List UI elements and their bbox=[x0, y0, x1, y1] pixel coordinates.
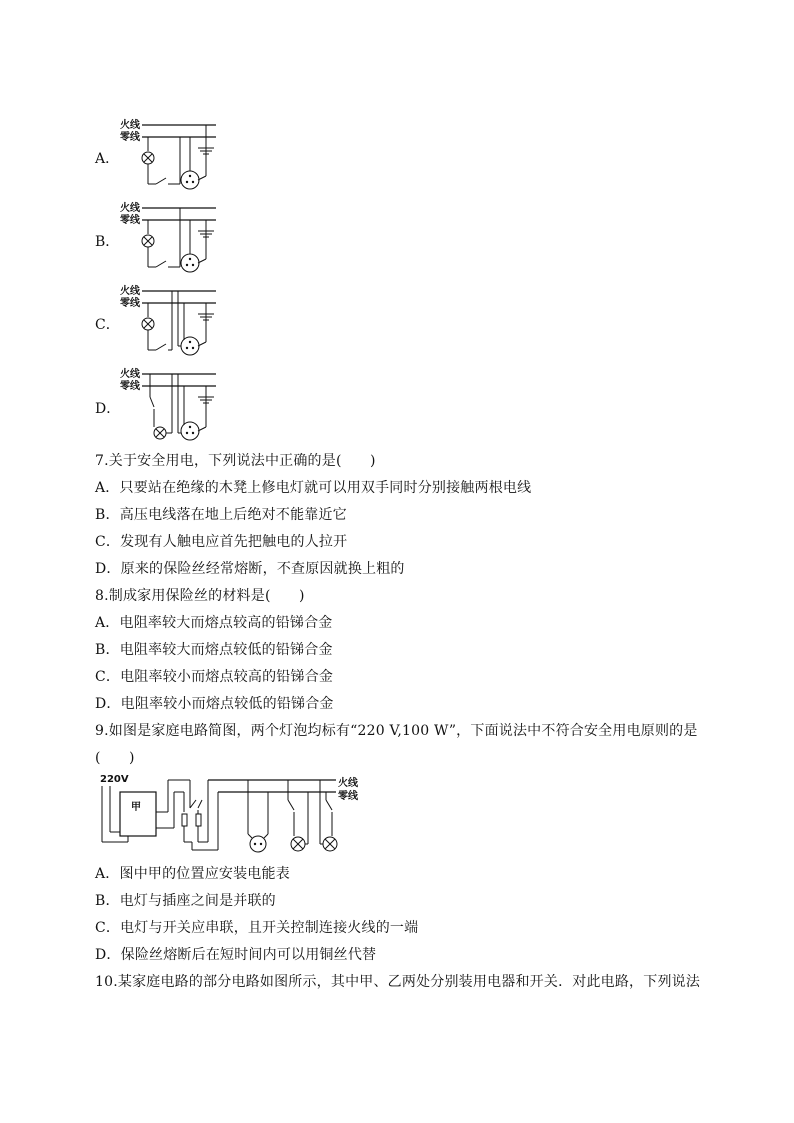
option-a-circuit-diagram bbox=[118, 118, 218, 193]
q9-household-circuit-diagram bbox=[98, 772, 368, 857]
option-d-circuit-diagram bbox=[118, 367, 218, 442]
live-wire-label: 火线 bbox=[120, 203, 140, 214]
q10-stem: 10.某家庭电路的部分电路如图所示，其中甲、乙两处分别装用电器和开关．对此电路，下列说法 bbox=[95, 974, 701, 990]
neutral-wire-label: 零线 bbox=[338, 791, 358, 802]
neutral-wire-label: 零线 bbox=[120, 381, 140, 392]
live-wire-label: 火线 bbox=[338, 778, 358, 789]
q9-choice-b: B．电灯与插座之间是并联的 bbox=[95, 893, 276, 909]
option-d-label: D． bbox=[95, 401, 121, 417]
live-wire-label: 火线 bbox=[120, 120, 140, 131]
q8-choice-c: C．电阻率较小而熔点较高的铅锑合金 bbox=[95, 669, 334, 685]
q8-choice-b: B．电阻率较大而熔点较低的铅锑合金 bbox=[95, 642, 333, 658]
q7-choice-a: A．只要站在绝缘的木凳上修电灯就可以用双手同时分别接触两根电线 bbox=[95, 480, 532, 496]
q8-choice-d: D．电阻率较小而熔点较低的铅锑合金 bbox=[95, 696, 334, 712]
q9-choice-a: A．图中甲的位置应安装电能表 bbox=[95, 866, 290, 882]
q7-choice-b: B．高压电线落在地上后绝对不能靠近它 bbox=[95, 507, 347, 523]
q8-choice-a: A．电阻率较大而熔点较高的铅锑合金 bbox=[95, 615, 333, 631]
neutral-wire-label: 零线 bbox=[120, 298, 140, 309]
option-c-circuit-diagram bbox=[118, 284, 218, 359]
q7-stem: 7.关于安全用电，下列说法中正确的是( ) bbox=[95, 453, 376, 469]
option-b-circuit-diagram bbox=[118, 201, 218, 276]
option-b-label: B． bbox=[95, 234, 120, 250]
option-a-label: A． bbox=[95, 151, 120, 167]
option-c-label: C． bbox=[95, 317, 120, 333]
live-wire-label: 火线 bbox=[120, 286, 140, 297]
live-wire-label: 火线 bbox=[120, 369, 140, 380]
q9-stem: 9.如图是家庭电路简图，两个灯泡均标有“220 V,100 W”，下面说法中不符合安全用电原则的是 bbox=[95, 723, 698, 739]
neutral-wire-label: 零线 bbox=[120, 132, 140, 143]
q9-choice-c: C．电灯与开关应串联，且开关控制连接火线的一端 bbox=[95, 920, 419, 936]
meter-label: 甲 bbox=[131, 802, 141, 813]
supply-voltage-label: 220V bbox=[100, 774, 129, 785]
neutral-wire-label: 零线 bbox=[120, 215, 140, 226]
q9-stem-continued: ( ) bbox=[95, 750, 135, 766]
q7-choice-c: C．发现有人触电应首先把触电的人拉开 bbox=[95, 534, 348, 550]
q8-stem: 8.制成家用保险丝的材料是( ) bbox=[95, 588, 305, 604]
q7-choice-d: D．原来的保险丝经常熔断，不查原因就换上粗的 bbox=[95, 561, 405, 577]
q9-choice-d: D．保险丝熔断后在短时间内可以用铜丝代替 bbox=[95, 947, 377, 963]
